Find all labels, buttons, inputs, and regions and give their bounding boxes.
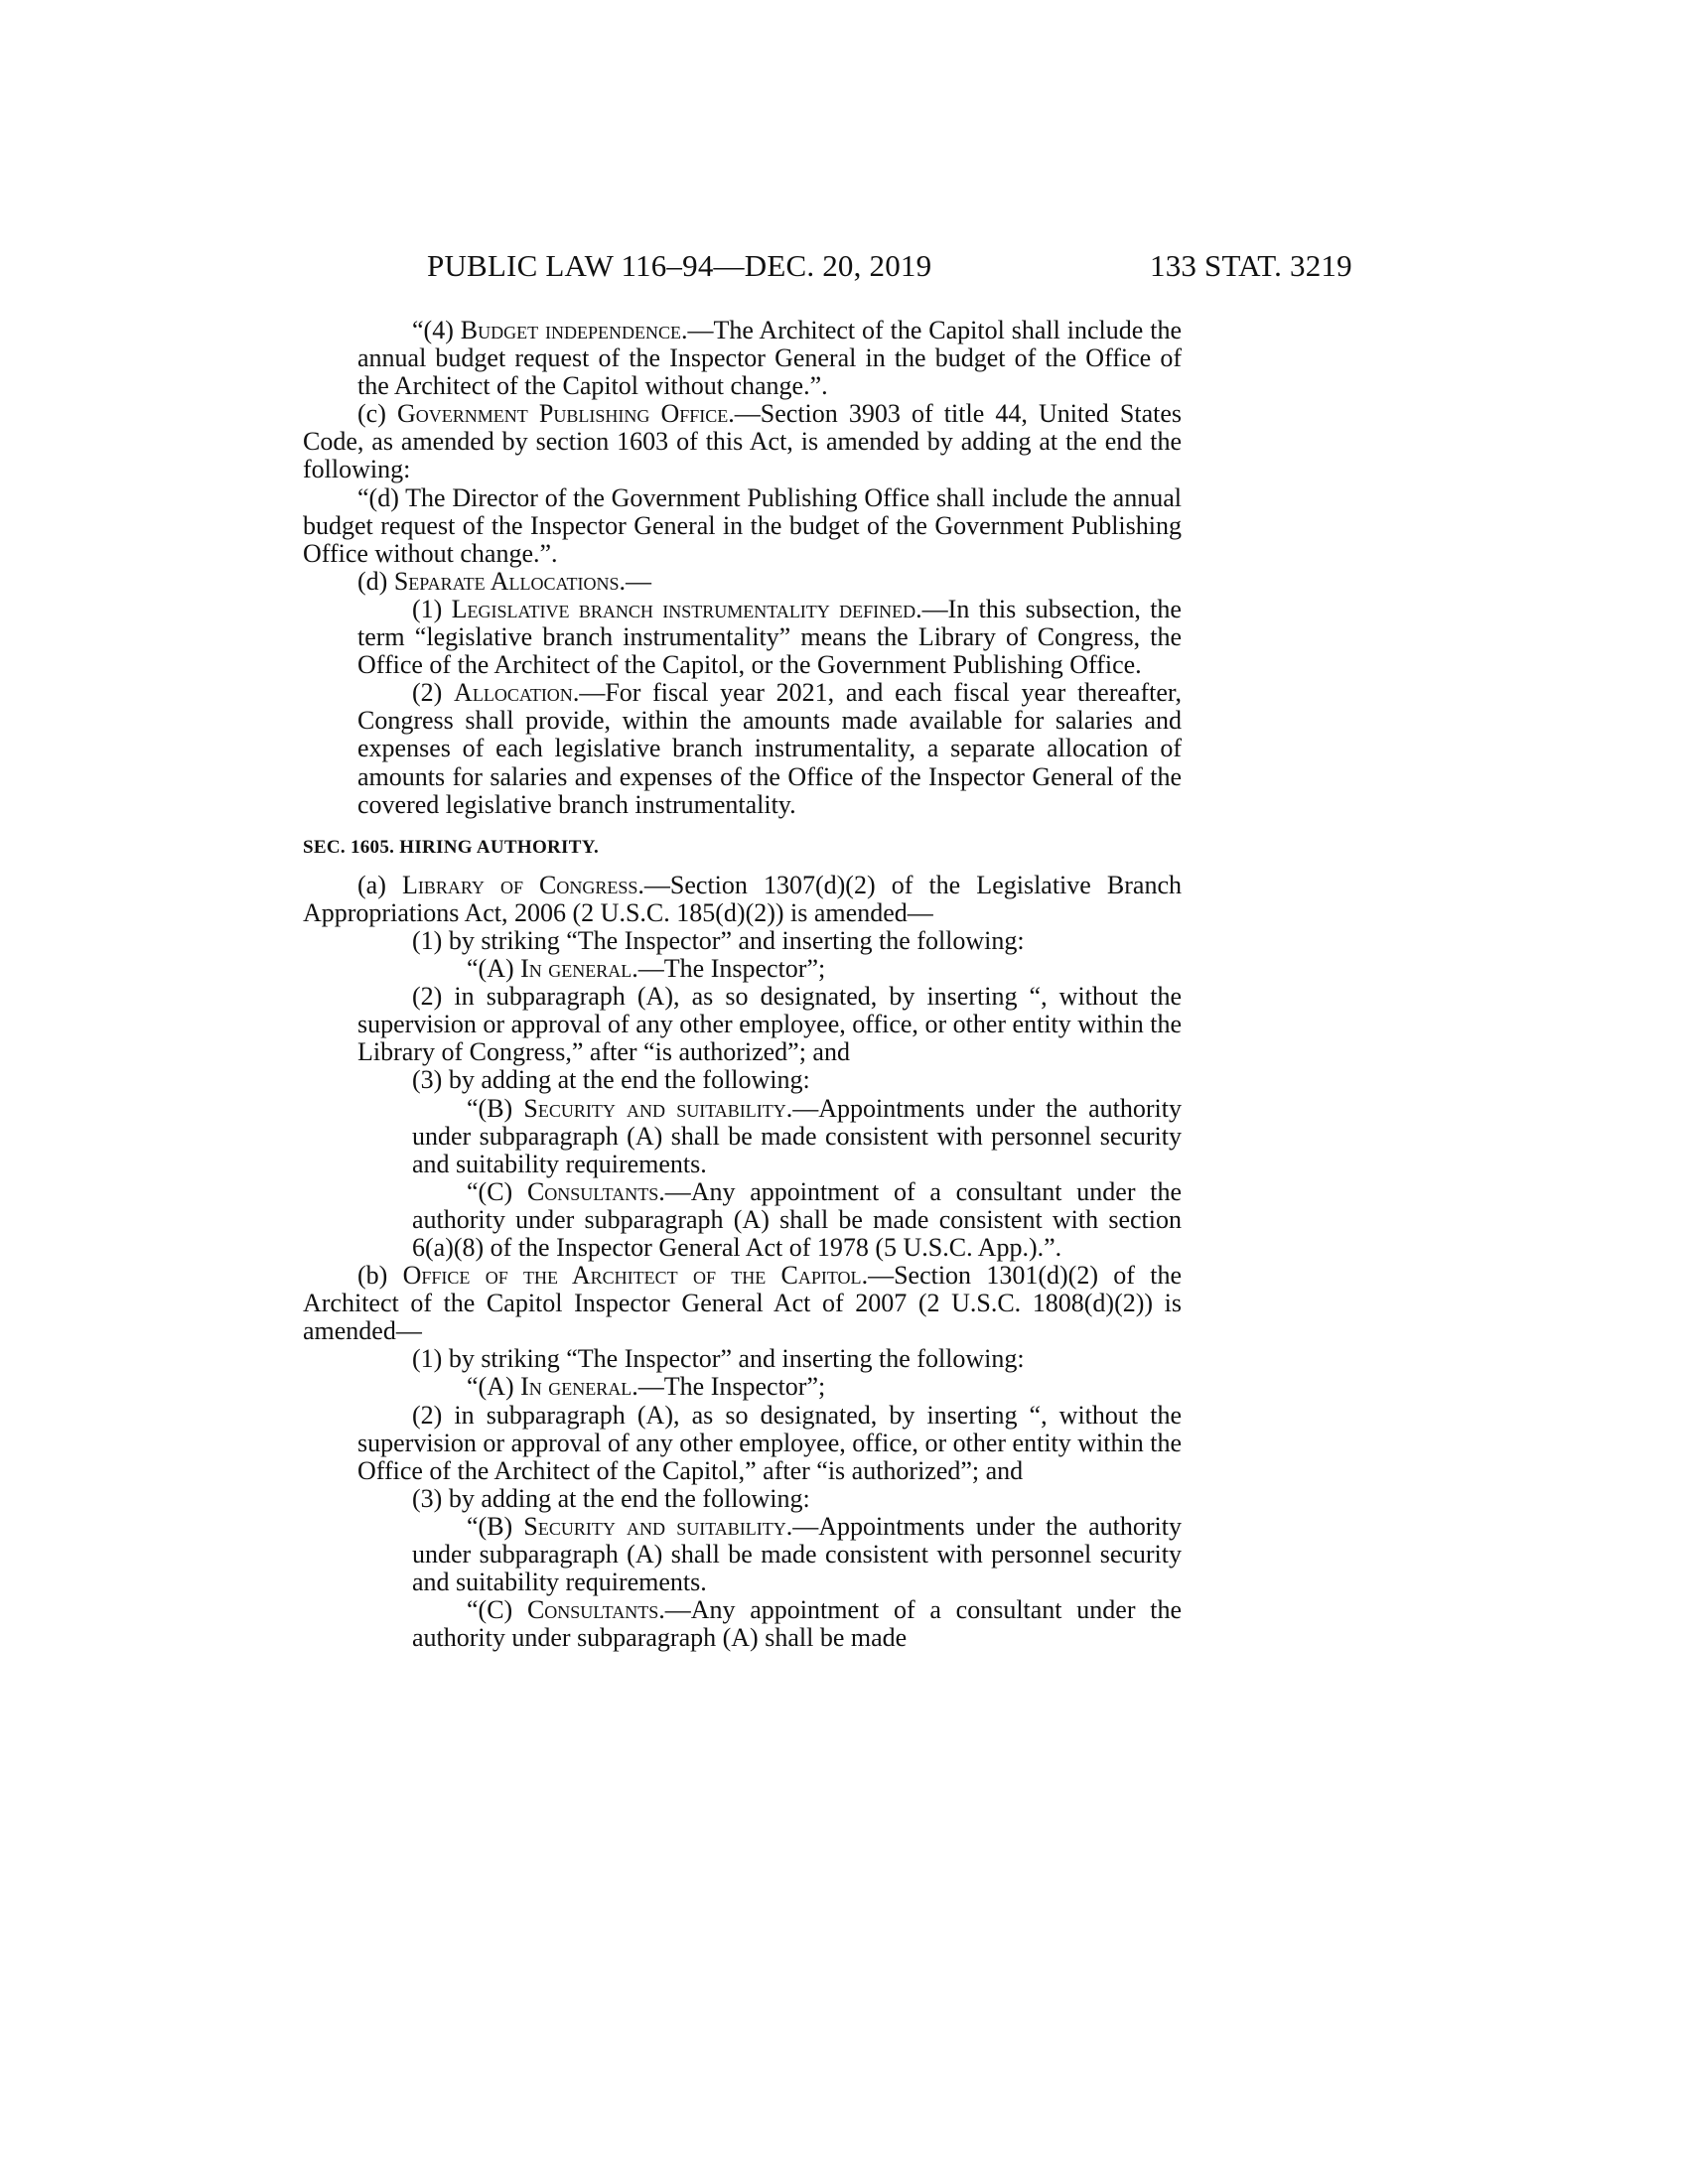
paragraph-aoc-security: “(B) Security and suitability.—Appointments under the authority under subparagraph (A) shall be made consistent with personnel security and suitability requirements. — [412, 1511, 1182, 1597]
paragraph-loc-inserting: (2) in subparagraph (A), as so designated, by inserting “, without the supervision or approval of any other employee, office, or other entity within the Library of Congress,” after “is authorized”; and — [357, 982, 1182, 1067]
paragraph-aoc-consultants: “(C) Consultants.—Any appointment of a consultant under the authority under subparagraph (A) shall be made — [412, 1595, 1182, 1653]
header-page-number: 133 STAT. 3219 — [1150, 248, 1352, 283]
paragraph-budget-independence: “(4) Budget independence.—The Architect of the Capitol shall include the annual budget request of the Inspector General in the budget of the Office of the Architect of the Capitol without change.”. — [357, 316, 1182, 401]
paragraph-separate-allocations: (d) Separate Allocations.— — [357, 566, 651, 596]
paragraph-loc-adding: (3) by adding at the end the following: — [412, 1065, 810, 1095]
paragraph-aoc-in-general: “(A) In general.—The Inspector”; — [467, 1372, 826, 1402]
paragraph-instrumentality-defined: (1) Legislative branch instrumentality defined.—In this subsection, the term “legislative branch instrumentality” means the Library of Congress, the Office of the Architect of the Capitol, or the Government Publishing Office. — [357, 594, 1182, 680]
document-body — [303, 317, 1182, 1652]
paragraph-loc-in-general: “(A) In general.—The Inspector”; — [467, 954, 826, 984]
paragraph-loc-striking: (1) by striking “The Inspector” and inserting the following: — [412, 925, 1025, 955]
paragraph-library-of-congress: (a) Library of Congress.—Section 1307(d)(2) of the Legislative Branch Appropriations Act, 2006 (2 U.S.C. 185(d)(2)) is amended— — [303, 870, 1182, 927]
section-heading: SEC. 1605. HIRING AUTHORITY. — [303, 836, 600, 858]
paragraph-aoc-striking: (1) by striking “The Inspector” and inserting the following: — [412, 1344, 1025, 1374]
paragraph-aoc-inserting: (2) in subparagraph (A), as so designated, by inserting “, without the supervision or approval of any other employee, office, or other entity within the Office of the Architect of the Capitol,” after “is authorized”; and — [357, 1400, 1182, 1485]
paragraph-allocation: (2) Allocation.—For fiscal year 2021, and each fiscal year thereafter, Congress shall provide, within the amounts made available for salaries and expenses of each legislative branch instrumentality, a separate allocation of amounts for salaries and expenses of the Office of the Inspector General of the covered legislative branch instrumentality. — [357, 678, 1182, 819]
header-title: PUBLIC LAW 116–94—DEC. 20, 2019 — [427, 248, 932, 283]
paragraph-loc-security: “(B) Security and suitability.—Appointments under the authority under subparagraph (A) shall be made consistent with personnel security and suitability requirements. — [412, 1093, 1182, 1178]
running-header — [0, 248, 1688, 288]
paragraph-aoc-adding: (3) by adding at the end the following: — [412, 1483, 810, 1513]
paragraph-loc-consultants: “(C) Consultants.—Any appointment of a consultant under the authority under subparagraph (A) shall be made consistent with section 6(a)(8) of the Inspector General Act of 1978 (5 U.S.C. App.).”. — [412, 1176, 1182, 1262]
paragraph-government-publishing-office: (c) Government Publishing Office.—Section 3903 of title 44, United States Code, as amended by section 1603 of this Act, is amended by adding at the end the following: — [303, 399, 1183, 484]
paragraph-architect-of-capitol: (b) Office of the Architect of the Capitol.—Section 1301(d)(2) of the Architect of the Capitol Inspector General Act of 2007 (2 U.S.C. 1808(d)(2)) is amended— — [303, 1261, 1182, 1346]
paragraph-gpo-director: “(d) The Director of the Government Publishing Office shall include the annual budget request of the Inspector General in the budget of the Government Publishing Office without change.”. — [303, 482, 1182, 568]
